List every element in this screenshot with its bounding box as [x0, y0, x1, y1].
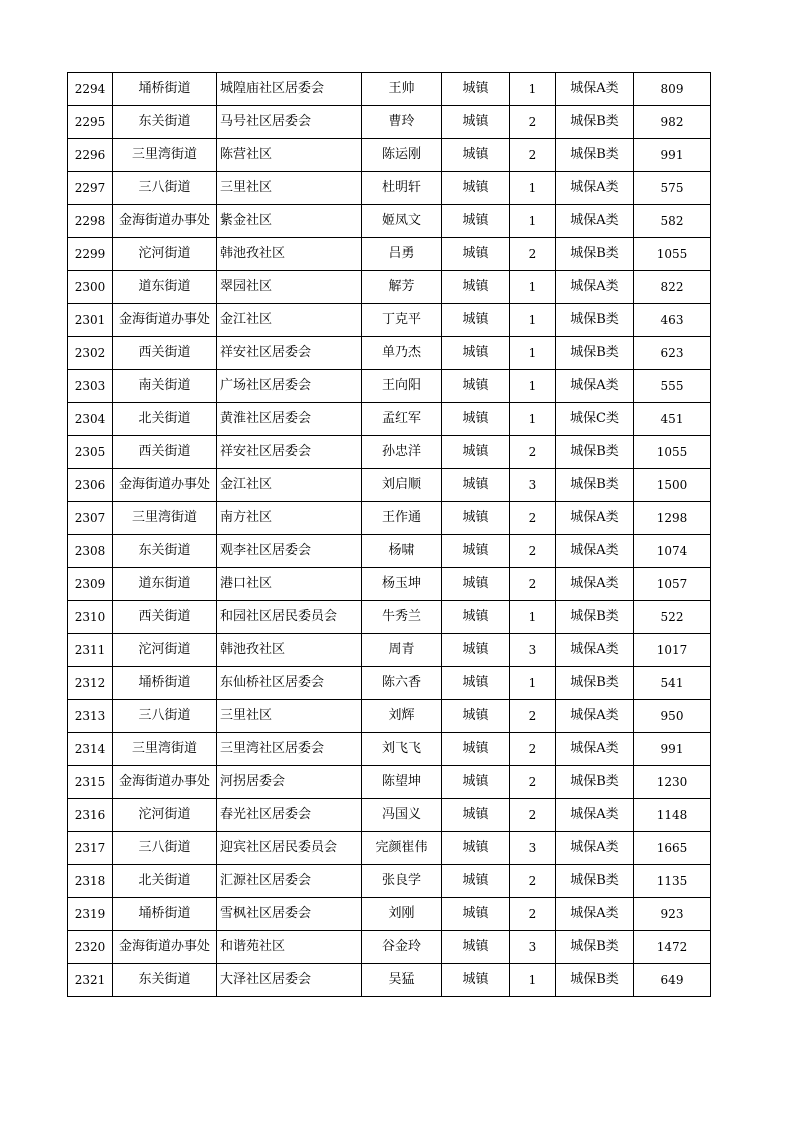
table-body [68, 73, 711, 997]
street-office-cell: 东关街道 [113, 964, 217, 997]
name-cell: 单乃杰 [362, 337, 442, 370]
serial-number-cell: 2297 [68, 172, 113, 205]
serial-number-cell: 2311 [68, 634, 113, 667]
amount-cell: 582 [634, 205, 711, 238]
name-cell: 王作通 [362, 502, 442, 535]
amount-cell: 1230 [634, 766, 711, 799]
serial-number-cell: 2306 [68, 469, 113, 502]
name-cell: 姬凤文 [362, 205, 442, 238]
area-type-cell: 城镇 [442, 568, 510, 601]
street-office-cell: 埇桥街道 [113, 667, 217, 700]
table-row [68, 271, 711, 304]
table-row [68, 898, 711, 931]
household-size-cell: 2 [510, 139, 556, 172]
household-size-cell: 2 [510, 106, 556, 139]
household-size-cell: 3 [510, 931, 556, 964]
household-size-cell: 2 [510, 238, 556, 271]
area-type-cell: 城镇 [442, 766, 510, 799]
name-cell: 丁克平 [362, 304, 442, 337]
street-office-cell: 西关街道 [113, 337, 217, 370]
street-office-cell: 道东街道 [113, 568, 217, 601]
category-cell: 城保A类 [556, 370, 634, 403]
table-row [68, 865, 711, 898]
street-office-cell: 金海街道办事处 [113, 931, 217, 964]
area-type-cell: 城镇 [442, 700, 510, 733]
category-cell: 城保C类 [556, 403, 634, 436]
amount-cell: 541 [634, 667, 711, 700]
community-cell: 马号社区居委会 [217, 106, 362, 139]
community-cell: 金江社区 [217, 469, 362, 502]
table-row [68, 700, 711, 733]
amount-cell: 991 [634, 139, 711, 172]
community-cell: 和谐苑社区 [217, 931, 362, 964]
table-row [68, 139, 711, 172]
serial-number-cell: 2304 [68, 403, 113, 436]
household-size-cell: 1 [510, 205, 556, 238]
table-row [68, 832, 711, 865]
category-cell: 城保B类 [556, 766, 634, 799]
category-cell: 城保B类 [556, 139, 634, 172]
community-cell: 汇源社区居委会 [217, 865, 362, 898]
area-type-cell: 城镇 [442, 337, 510, 370]
community-cell: 观李社区居委会 [217, 535, 362, 568]
category-cell: 城保A类 [556, 898, 634, 931]
area-type-cell: 城镇 [442, 403, 510, 436]
household-size-cell: 1 [510, 667, 556, 700]
street-office-cell: 东关街道 [113, 535, 217, 568]
household-size-cell: 2 [510, 898, 556, 931]
category-cell: 城保B类 [556, 106, 634, 139]
amount-cell: 1472 [634, 931, 711, 964]
table-row [68, 106, 711, 139]
category-cell: 城保B类 [556, 304, 634, 337]
street-office-cell: 北关街道 [113, 865, 217, 898]
street-office-cell: 沱河街道 [113, 634, 217, 667]
community-cell: 祥安社区居委会 [217, 337, 362, 370]
name-cell: 吴猛 [362, 964, 442, 997]
amount-cell: 575 [634, 172, 711, 205]
area-type-cell: 城镇 [442, 898, 510, 931]
serial-number-cell: 2313 [68, 700, 113, 733]
area-type-cell: 城镇 [442, 238, 510, 271]
category-cell: 城保A类 [556, 799, 634, 832]
household-size-cell: 1 [510, 964, 556, 997]
name-cell: 陈运刚 [362, 139, 442, 172]
serial-number-cell: 2320 [68, 931, 113, 964]
category-cell: 城保A类 [556, 205, 634, 238]
name-cell: 陈六香 [362, 667, 442, 700]
community-cell: 春光社区居委会 [217, 799, 362, 832]
community-cell: 翠园社区 [217, 271, 362, 304]
street-office-cell: 北关街道 [113, 403, 217, 436]
name-cell: 曹玲 [362, 106, 442, 139]
community-cell: 河拐居委会 [217, 766, 362, 799]
name-cell: 王向阳 [362, 370, 442, 403]
amount-cell: 522 [634, 601, 711, 634]
table-row [68, 634, 711, 667]
area-type-cell: 城镇 [442, 172, 510, 205]
household-size-cell: 2 [510, 865, 556, 898]
name-cell: 完颜崔伟 [362, 832, 442, 865]
table-row [68, 337, 711, 370]
household-size-cell: 2 [510, 535, 556, 568]
category-cell: 城保A类 [556, 502, 634, 535]
amount-cell: 1500 [634, 469, 711, 502]
name-cell: 孟红军 [362, 403, 442, 436]
household-size-cell: 3 [510, 469, 556, 502]
area-type-cell: 城镇 [442, 106, 510, 139]
category-cell: 城保A类 [556, 733, 634, 766]
area-type-cell: 城镇 [442, 469, 510, 502]
serial-number-cell: 2315 [68, 766, 113, 799]
serial-number-cell: 2319 [68, 898, 113, 931]
table-row [68, 469, 711, 502]
street-office-cell: 金海街道办事处 [113, 766, 217, 799]
community-cell: 东仙桥社区居委会 [217, 667, 362, 700]
street-office-cell: 西关街道 [113, 601, 217, 634]
name-cell: 周青 [362, 634, 442, 667]
area-type-cell: 城镇 [442, 271, 510, 304]
name-cell: 刘刚 [362, 898, 442, 931]
table-row [68, 172, 711, 205]
amount-cell: 1665 [634, 832, 711, 865]
community-cell: 三里湾社区居委会 [217, 733, 362, 766]
serial-number-cell: 2300 [68, 271, 113, 304]
household-size-cell: 2 [510, 700, 556, 733]
street-office-cell: 道东街道 [113, 271, 217, 304]
area-type-cell: 城镇 [442, 832, 510, 865]
serial-number-cell: 2317 [68, 832, 113, 865]
household-size-cell: 2 [510, 799, 556, 832]
table-row [68, 502, 711, 535]
table-row [68, 205, 711, 238]
serial-number-cell: 2303 [68, 370, 113, 403]
household-size-cell: 2 [510, 436, 556, 469]
household-size-cell: 2 [510, 568, 556, 601]
street-office-cell: 三八街道 [113, 700, 217, 733]
serial-number-cell: 2309 [68, 568, 113, 601]
street-office-cell: 三里湾街道 [113, 733, 217, 766]
community-cell: 陈营社区 [217, 139, 362, 172]
street-office-cell: 西关街道 [113, 436, 217, 469]
street-office-cell: 埇桥街道 [113, 73, 217, 106]
street-office-cell: 金海街道办事处 [113, 205, 217, 238]
street-office-cell: 埇桥街道 [113, 898, 217, 931]
community-cell: 和园社区居民委员会 [217, 601, 362, 634]
street-office-cell: 三八街道 [113, 172, 217, 205]
household-size-cell: 2 [510, 733, 556, 766]
community-cell: 韩池孜社区 [217, 634, 362, 667]
table-row [68, 73, 711, 106]
category-cell: 城保B类 [556, 931, 634, 964]
community-cell: 紫金社区 [217, 205, 362, 238]
household-size-cell: 1 [510, 271, 556, 304]
serial-number-cell: 2307 [68, 502, 113, 535]
area-type-cell: 城镇 [442, 601, 510, 634]
area-type-cell: 城镇 [442, 502, 510, 535]
street-office-cell: 三里湾街道 [113, 139, 217, 172]
amount-cell: 991 [634, 733, 711, 766]
serial-number-cell: 2305 [68, 436, 113, 469]
name-cell: 孙忠洋 [362, 436, 442, 469]
amount-cell: 822 [634, 271, 711, 304]
community-cell: 黄淮社区居委会 [217, 403, 362, 436]
table-row [68, 436, 711, 469]
category-cell: 城保B类 [556, 865, 634, 898]
amount-cell: 923 [634, 898, 711, 931]
community-cell: 迎宾社区居民委员会 [217, 832, 362, 865]
area-type-cell: 城镇 [442, 139, 510, 172]
table-row [68, 799, 711, 832]
community-cell: 三里社区 [217, 700, 362, 733]
name-cell: 牛秀兰 [362, 601, 442, 634]
serial-number-cell: 2321 [68, 964, 113, 997]
household-size-cell: 2 [510, 502, 556, 535]
category-cell: 城保A类 [556, 700, 634, 733]
street-office-cell: 三里湾街道 [113, 502, 217, 535]
area-type-cell: 城镇 [442, 931, 510, 964]
area-type-cell: 城镇 [442, 634, 510, 667]
category-cell: 城保A类 [556, 832, 634, 865]
table-row [68, 766, 711, 799]
household-size-cell: 1 [510, 172, 556, 205]
category-cell: 城保B类 [556, 601, 634, 634]
serial-number-cell: 2308 [68, 535, 113, 568]
table-row [68, 403, 711, 436]
amount-cell: 1055 [634, 436, 711, 469]
household-size-cell: 3 [510, 634, 556, 667]
street-office-cell: 三八街道 [113, 832, 217, 865]
amount-cell: 451 [634, 403, 711, 436]
community-cell: 雪枫社区居委会 [217, 898, 362, 931]
category-cell: 城保B类 [556, 469, 634, 502]
street-office-cell: 南关街道 [113, 370, 217, 403]
street-office-cell: 沱河街道 [113, 799, 217, 832]
serial-number-cell: 2310 [68, 601, 113, 634]
serial-number-cell: 2318 [68, 865, 113, 898]
community-cell: 港口社区 [217, 568, 362, 601]
household-size-cell: 1 [510, 337, 556, 370]
area-type-cell: 城镇 [442, 733, 510, 766]
category-cell: 城保A类 [556, 271, 634, 304]
category-cell: 城保A类 [556, 73, 634, 106]
area-type-cell: 城镇 [442, 436, 510, 469]
table-row [68, 964, 711, 997]
category-cell: 城保B类 [556, 337, 634, 370]
name-cell: 谷金玲 [362, 931, 442, 964]
table-row [68, 568, 711, 601]
name-cell: 杜明轩 [362, 172, 442, 205]
serial-number-cell: 2314 [68, 733, 113, 766]
name-cell: 杨玉坤 [362, 568, 442, 601]
community-cell: 三里社区 [217, 172, 362, 205]
serial-number-cell: 2294 [68, 73, 113, 106]
serial-number-cell: 2295 [68, 106, 113, 139]
category-cell: 城保A类 [556, 634, 634, 667]
community-cell: 金江社区 [217, 304, 362, 337]
community-cell: 大泽社区居委会 [217, 964, 362, 997]
household-size-cell: 1 [510, 403, 556, 436]
community-cell: 城隍庙社区居委会 [217, 73, 362, 106]
amount-cell: 1017 [634, 634, 711, 667]
street-office-cell: 东关街道 [113, 106, 217, 139]
table-row [68, 667, 711, 700]
amount-cell: 623 [634, 337, 711, 370]
area-type-cell: 城镇 [442, 535, 510, 568]
amount-cell: 982 [634, 106, 711, 139]
amount-cell: 1057 [634, 568, 711, 601]
amount-cell: 649 [634, 964, 711, 997]
household-size-cell: 1 [510, 370, 556, 403]
serial-number-cell: 2316 [68, 799, 113, 832]
amount-cell: 1055 [634, 238, 711, 271]
name-cell: 陈望坤 [362, 766, 442, 799]
table-row [68, 370, 711, 403]
serial-number-cell: 2296 [68, 139, 113, 172]
street-office-cell: 金海街道办事处 [113, 304, 217, 337]
category-cell: 城保B类 [556, 238, 634, 271]
serial-number-cell: 2298 [68, 205, 113, 238]
community-cell: 广场社区居委会 [217, 370, 362, 403]
area-type-cell: 城镇 [442, 964, 510, 997]
table-row [68, 601, 711, 634]
amount-cell: 1148 [634, 799, 711, 832]
serial-number-cell: 2302 [68, 337, 113, 370]
category-cell: 城保A类 [556, 172, 634, 205]
amount-cell: 1074 [634, 535, 711, 568]
category-cell: 城保A类 [556, 535, 634, 568]
serial-number-cell: 2312 [68, 667, 113, 700]
area-type-cell: 城镇 [442, 205, 510, 238]
category-cell: 城保B类 [556, 667, 634, 700]
name-cell: 刘辉 [362, 700, 442, 733]
name-cell: 刘飞飞 [362, 733, 442, 766]
table-row [68, 535, 711, 568]
household-size-cell: 3 [510, 832, 556, 865]
community-cell: 南方社区 [217, 502, 362, 535]
table-row [68, 733, 711, 766]
area-type-cell: 城镇 [442, 304, 510, 337]
amount-cell: 555 [634, 370, 711, 403]
amount-cell: 1298 [634, 502, 711, 535]
amount-cell: 950 [634, 700, 711, 733]
area-type-cell: 城镇 [442, 667, 510, 700]
area-type-cell: 城镇 [442, 370, 510, 403]
household-size-cell: 1 [510, 304, 556, 337]
amount-cell: 1135 [634, 865, 711, 898]
household-size-cell: 1 [510, 601, 556, 634]
name-cell: 刘启顺 [362, 469, 442, 502]
community-cell: 韩池孜社区 [217, 238, 362, 271]
household-size-cell: 1 [510, 73, 556, 106]
amount-cell: 463 [634, 304, 711, 337]
area-type-cell: 城镇 [442, 73, 510, 106]
community-cell: 祥安社区居委会 [217, 436, 362, 469]
area-type-cell: 城镇 [442, 799, 510, 832]
name-cell: 解芳 [362, 271, 442, 304]
name-cell: 吕勇 [362, 238, 442, 271]
category-cell: 城保B类 [556, 964, 634, 997]
records-table [67, 72, 711, 997]
household-size-cell: 2 [510, 766, 556, 799]
street-office-cell: 金海街道办事处 [113, 469, 217, 502]
name-cell: 王帅 [362, 73, 442, 106]
serial-number-cell: 2301 [68, 304, 113, 337]
table-row [68, 304, 711, 337]
table-row [68, 931, 711, 964]
name-cell: 张良学 [362, 865, 442, 898]
name-cell: 杨啸 [362, 535, 442, 568]
area-type-cell: 城镇 [442, 865, 510, 898]
serial-number-cell: 2299 [68, 238, 113, 271]
name-cell: 冯国义 [362, 799, 442, 832]
amount-cell: 809 [634, 73, 711, 106]
category-cell: 城保B类 [556, 436, 634, 469]
street-office-cell: 沱河街道 [113, 238, 217, 271]
table-row [68, 238, 711, 271]
category-cell: 城保A类 [556, 568, 634, 601]
